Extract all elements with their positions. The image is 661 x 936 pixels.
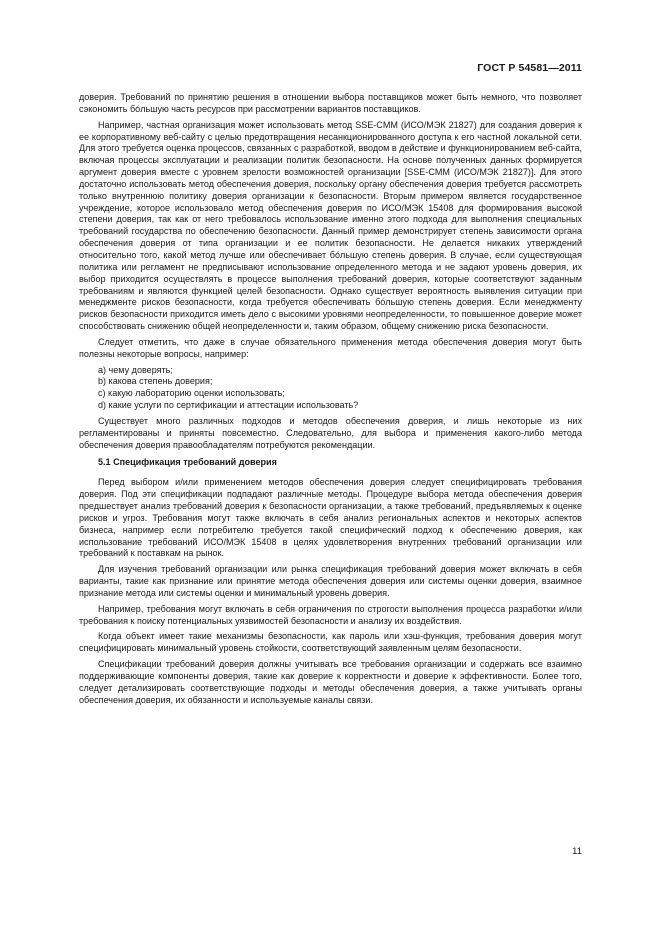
section-paragraph: Для изучения требований организации или рынка спецификация требований доверия может включать в себя варианты, такие как признание или принятие метода обеспечения доверия или системы оценки доверия, взаимное признание метода или системы оценки и минимальный уровень доверия.: [79, 564, 582, 598]
section-paragraph: Спецификации требований доверия должны учитывать все требования организации и содержать все взаимно поддерживающие компоненты доверия, такие как доверие к корректности и доверие к эффективности. Более того, следует детализировать соответствующие подходы и методы обеспечения доверия, а также учитывать органы обеспечения доверия, их обязанности и используемые каналы связи.: [79, 659, 582, 705]
paragraph-questions-intro: Следует отметить, что даже в случае обязательного применения метода обеспечения доверия могут быть полезны некоторые вопросы, например:: [79, 336, 582, 359]
section-paragraph: Когда объект имеет такие механизмы безопасности, как пароль или хэш-функция, требования доверия могут специфицировать минимальный уровень стойкости, соответствующий заявленным целям безопасности.: [79, 631, 582, 654]
questions-list: [79, 365, 582, 412]
standard-code-header: ГОСТ Р 54581—2011: [477, 62, 582, 74]
page-number: 11: [572, 846, 582, 857]
section-paragraph: Например, требования могут включать в себя ограничения по строгости выполнения процесса разработки и/или требования к поиску потенциальных уязвимостей безопасности и анализу их воздействия.: [79, 603, 582, 626]
paragraph-example: Например, частная организация может использовать метод SSE-CMM (ИСО/МЭК 21827) для создания доверия к ее корпоративному веб-сайту с целью предотвращения несанкционированного доступа к его частной локальной сети. Для этого требуется оценка процессов, связанных с разработкой, вводом в действие и функционированием веб-сайта, включая процессы эксплуатации и реализации политик безопасности. На основе полученных данных формируется аргумент доверия вместе с уровнем зрелости возможностей организации [SSE-CMM (ИСО/МЭК 21827)]. Для этого достаточно использовать метод обеспечения доверия, поскольку органу обеспечения доверия требуется рассмотреть только внутреннюю политику доверия организации к безопасности. Вторым примером является государственное учреждение, которое использовало метод обеспечения доверия по ИСО/МЭК 15408 для формирования высокой степени доверия, так как от него требовалось использование именно этого подхода для выполнения специальных требований государства по обеспечению безопасности. Данный пример демонстрирует степень зависимости органа обеспечения доверия от типа организации и ее политик безопасности. Не делается никаких утверждений относительно того, какой метод лучше или обеспечивает бóльшую степень доверия. В случае, если существующая политика или регламент не предписывают использование определенного метода и не задают уровень доверия, их выбор приходится осуществлять в процессе выполнения требований доверия, которые соответствуют заданным требованиям и являются функцией целей безопасности. Однако существует вероятность выявления ситуации при менеджменте рисков безопасности, когда требуется обеспечивать бóльшую степень доверия. Если менеджменту рисков безопасности приходится иметь дело с высокими уровнями неопределенности, то повышенное доверие может способствовать снижению общей неопределенности и, таким образом, общему снижению риска безопасности.: [79, 119, 582, 332]
list-item: d) какие услуги по сертификации и аттестации использовать?: [98, 400, 359, 411]
paragraph-continuation: доверия. Требований по принятию решения в отношении выбора поставщиков может быть немного, что позволяет сэкономить бóльшую часть ресурсов при рассмотрении вариантов поставщиков.: [79, 92, 582, 114]
list-item: c) какую лабораторию оценки использовать;: [98, 388, 285, 399]
list-item: a) чему доверять;: [98, 364, 173, 375]
section-heading: 5.1 Спецификация требований доверия: [98, 457, 277, 468]
list-item: b) какова степень доверия;: [98, 376, 213, 387]
section-paragraph: Перед выбором и/или применением методов обеспечения доверия следует специфицировать требования доверия. Под эти спецификации подпадают различные методы. Процедуре выбора метода обеспечения доверия предшествует анализ требований доверия к безопасности организации, а также требований, предъявляемых к оценке рисков и угроз. Требования могут также включать в себя анализ региональных аспектов и некоторых аспектов бизнеса, например если потребителю требуется такой специфический подход к обеспечению доверия, как использование требований ИСО/МЭК 15408 в целях удовлетворения внутренних требований организации или требований к поставкам на рынок.: [79, 477, 582, 559]
paragraph-approaches: Существует много различных подходов и методов обеспечения доверия, и лишь некоторые из них регламентированы и приняты повсеместно. Следовательно, для выбора и применения какого-либо метода обеспечения доверия правообладателям потребуются рекомендации.: [79, 415, 582, 450]
document-body: [79, 92, 582, 711]
